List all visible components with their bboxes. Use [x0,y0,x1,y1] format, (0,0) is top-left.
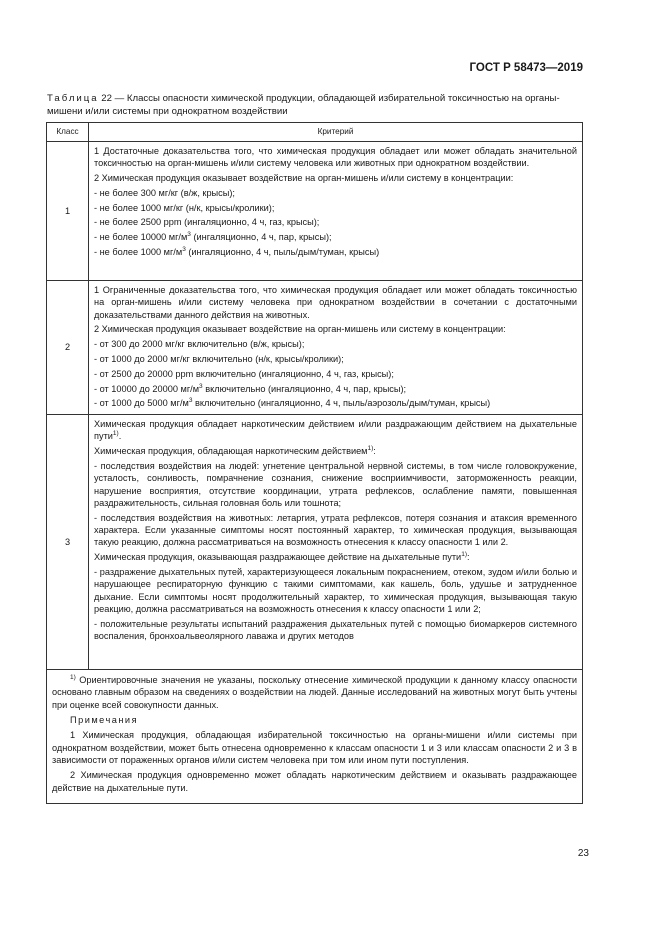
table-header-row [47,123,583,142]
criterion-line: Химическая продукция, оказывающая раздражающее действие на дыхательные пути$^{1)}$: [94,551,470,563]
criterion-line: 1 Ограниченные доказательства того, что химическая продукция обладает или может обладать токсичностью на орган-мишень и/или систему человека при однократном воздействии в сочетании с достаточными доказательствами данного действия на животных. [94,285,577,320]
criterion-line: - раздражение дыхательных путей, характеризующееся локальным покраснением, отеком, зудом и/или болью и нарушающее респираторную функцию с такими симптомами, как кашель, боль, удушье и затрудненное дыхание. Если симптомы носят продолжительный характер, то химическая продукция, вызывающая такую реакцию, должна рассматриваться на возможность отнесения к классу опасности 1 или 2; [94,566,577,614]
table-caption-label: Таблица [47,93,99,104]
page-number: 23 [577,848,589,859]
note-item: 1 Химическая продукция, обладающая избирательной токсичностью на органы-мишени и/или системы при однократном воздействии, может быть отнесена одновременно к классам опасности 1 и 3 или классам опасности 2 и 3 в зависимости от пораженных органов и/или систем человека при том или ином пути поступления. [52,730,577,765]
standard-number: ГОСТ Р 58473—2019 [469,62,583,74]
criterion-line: - от 2500 до 20000 ppm включительно (ингаляционно, 4 ч, газ, крысы); [94,368,394,379]
class-cell: 3 [47,415,89,670]
criterion-line: - не более 1000 мг/кг (н/к, крысы/кролики); [94,202,275,213]
table-row [47,142,583,281]
criterion-cell [89,415,583,670]
criterion-line: - от 1000 до 2000 мг/кг включительно (н/к, крысы/кролики); [94,353,344,364]
footnote-text: Ориентировочные значения не указаны, поскольку отнесение химической продукции к данному классу опасности основано главным образом на сведениях о воздействии на людей. Данные исследований на животных могут быть учтены при оценке всей совокупности данных. [52,675,577,710]
criterion-line: - последствия воздействия на людей: угнетение центральной нервной системы, в том числе головокружение, усталость, сонливость, помрачнение сознания, снижение восприимчивости, заторможенность реакции, нарушение восприятия, отсутствие координации, утрата рефлексов, ослабление памяти, повышенная раздражительность, сильная головная боль или тошнота; [94,461,577,508]
criterion-line: - последствия воздействия на животных: летаргия, утрата рефлексов, потеря сознания и атаксия временного характера. Если указанные симптомы носят постоянный характер, то химическая продукция, вызывающая такую реакцию, должна рассматриваться на возможность отнесения к классу опасности 1 или 2. [94,512,577,548]
criterion-line: - не более 2500 ppm (ингаляционно, 4 ч, газ, крысы); [94,217,320,228]
criterion-cell [89,142,583,281]
criterion-line: Химическая продукция обладает наркотическим действием и/или раздражающим действием на дыхательные пути$^{1)}$. [94,419,577,442]
table-caption [47,93,587,118]
footnote [52,674,577,711]
column-header-class: Класс [47,123,89,142]
criterion-line: - от 10000 до 20000 $мг/м^3$ включительно (ингаляционно, 4 ч, пар, крысы); [94,382,407,394]
criterion-line: - не более 1000 $мг/м^3$ (ингаляционно, 4 ч, пыль/дым/туман, крысы) [94,246,380,258]
hazard-class-table [46,122,583,804]
footnote-marker: 1) [70,674,76,682]
criterion-line: - от 1000 до 5000 $мг/м^3$ включительно (ингаляционно, 4 ч, пыль/аэрозоль/дым/туман, крысы) [94,397,491,409]
notes-row [47,670,583,804]
criterion-line: - не более 10000 $мг/м^3$ (ингаляционно, 4 ч, пар, крысы); [94,231,332,243]
notes-title: Примечания [70,715,139,726]
table-row [47,415,583,670]
note-item: 2 Химическая продукция одновременно может обладать наркотическим действием и оказывать раздражающее действие на дыхательные пути. [52,770,577,793]
criterion-line: - не более 300 мг/кг (в/ж, крысы); [94,187,235,198]
class-cell: 2 [47,281,89,415]
criterion-line: 2 Химическая продукция оказывает воздействие на орган-мишень или систему в концентрации: [94,324,506,335]
table-row [47,281,583,415]
class-cell: 1 [47,142,89,281]
criterion-line: 2 Химическая продукция оказывает воздействие на орган-мишень и/или систему в концентрации: [94,173,514,184]
criterion-cell [89,281,583,415]
notes-cell [47,670,583,804]
criterion-line: 1 Достаточные доказательства того, что химическая продукция обладает или может обладать значительной токсичностью на орган-мишень и/или систему человека или животных при однократном воздействии. [94,146,577,169]
criterion-line: - положительные результаты испытаний раздражения дыхательных путей с помощью биомаркеров системного воспаления, бронхоальвеолярного лаважа и других методов [94,618,577,641]
criterion-line: - от 300 до 2000 мг/кг включительно (в/ж, крысы); [94,339,305,350]
criterion-line: Химическая продукция, обладающая наркотическим действием$^{1)}$: [94,445,376,457]
table-caption-text: 22 — Классы опасности химической продукции, обладающей избирательной токсичностью на органы-мишени и/или системы при однократном воздействии [47,93,560,117]
column-header-criterion: Критерий [89,123,583,142]
